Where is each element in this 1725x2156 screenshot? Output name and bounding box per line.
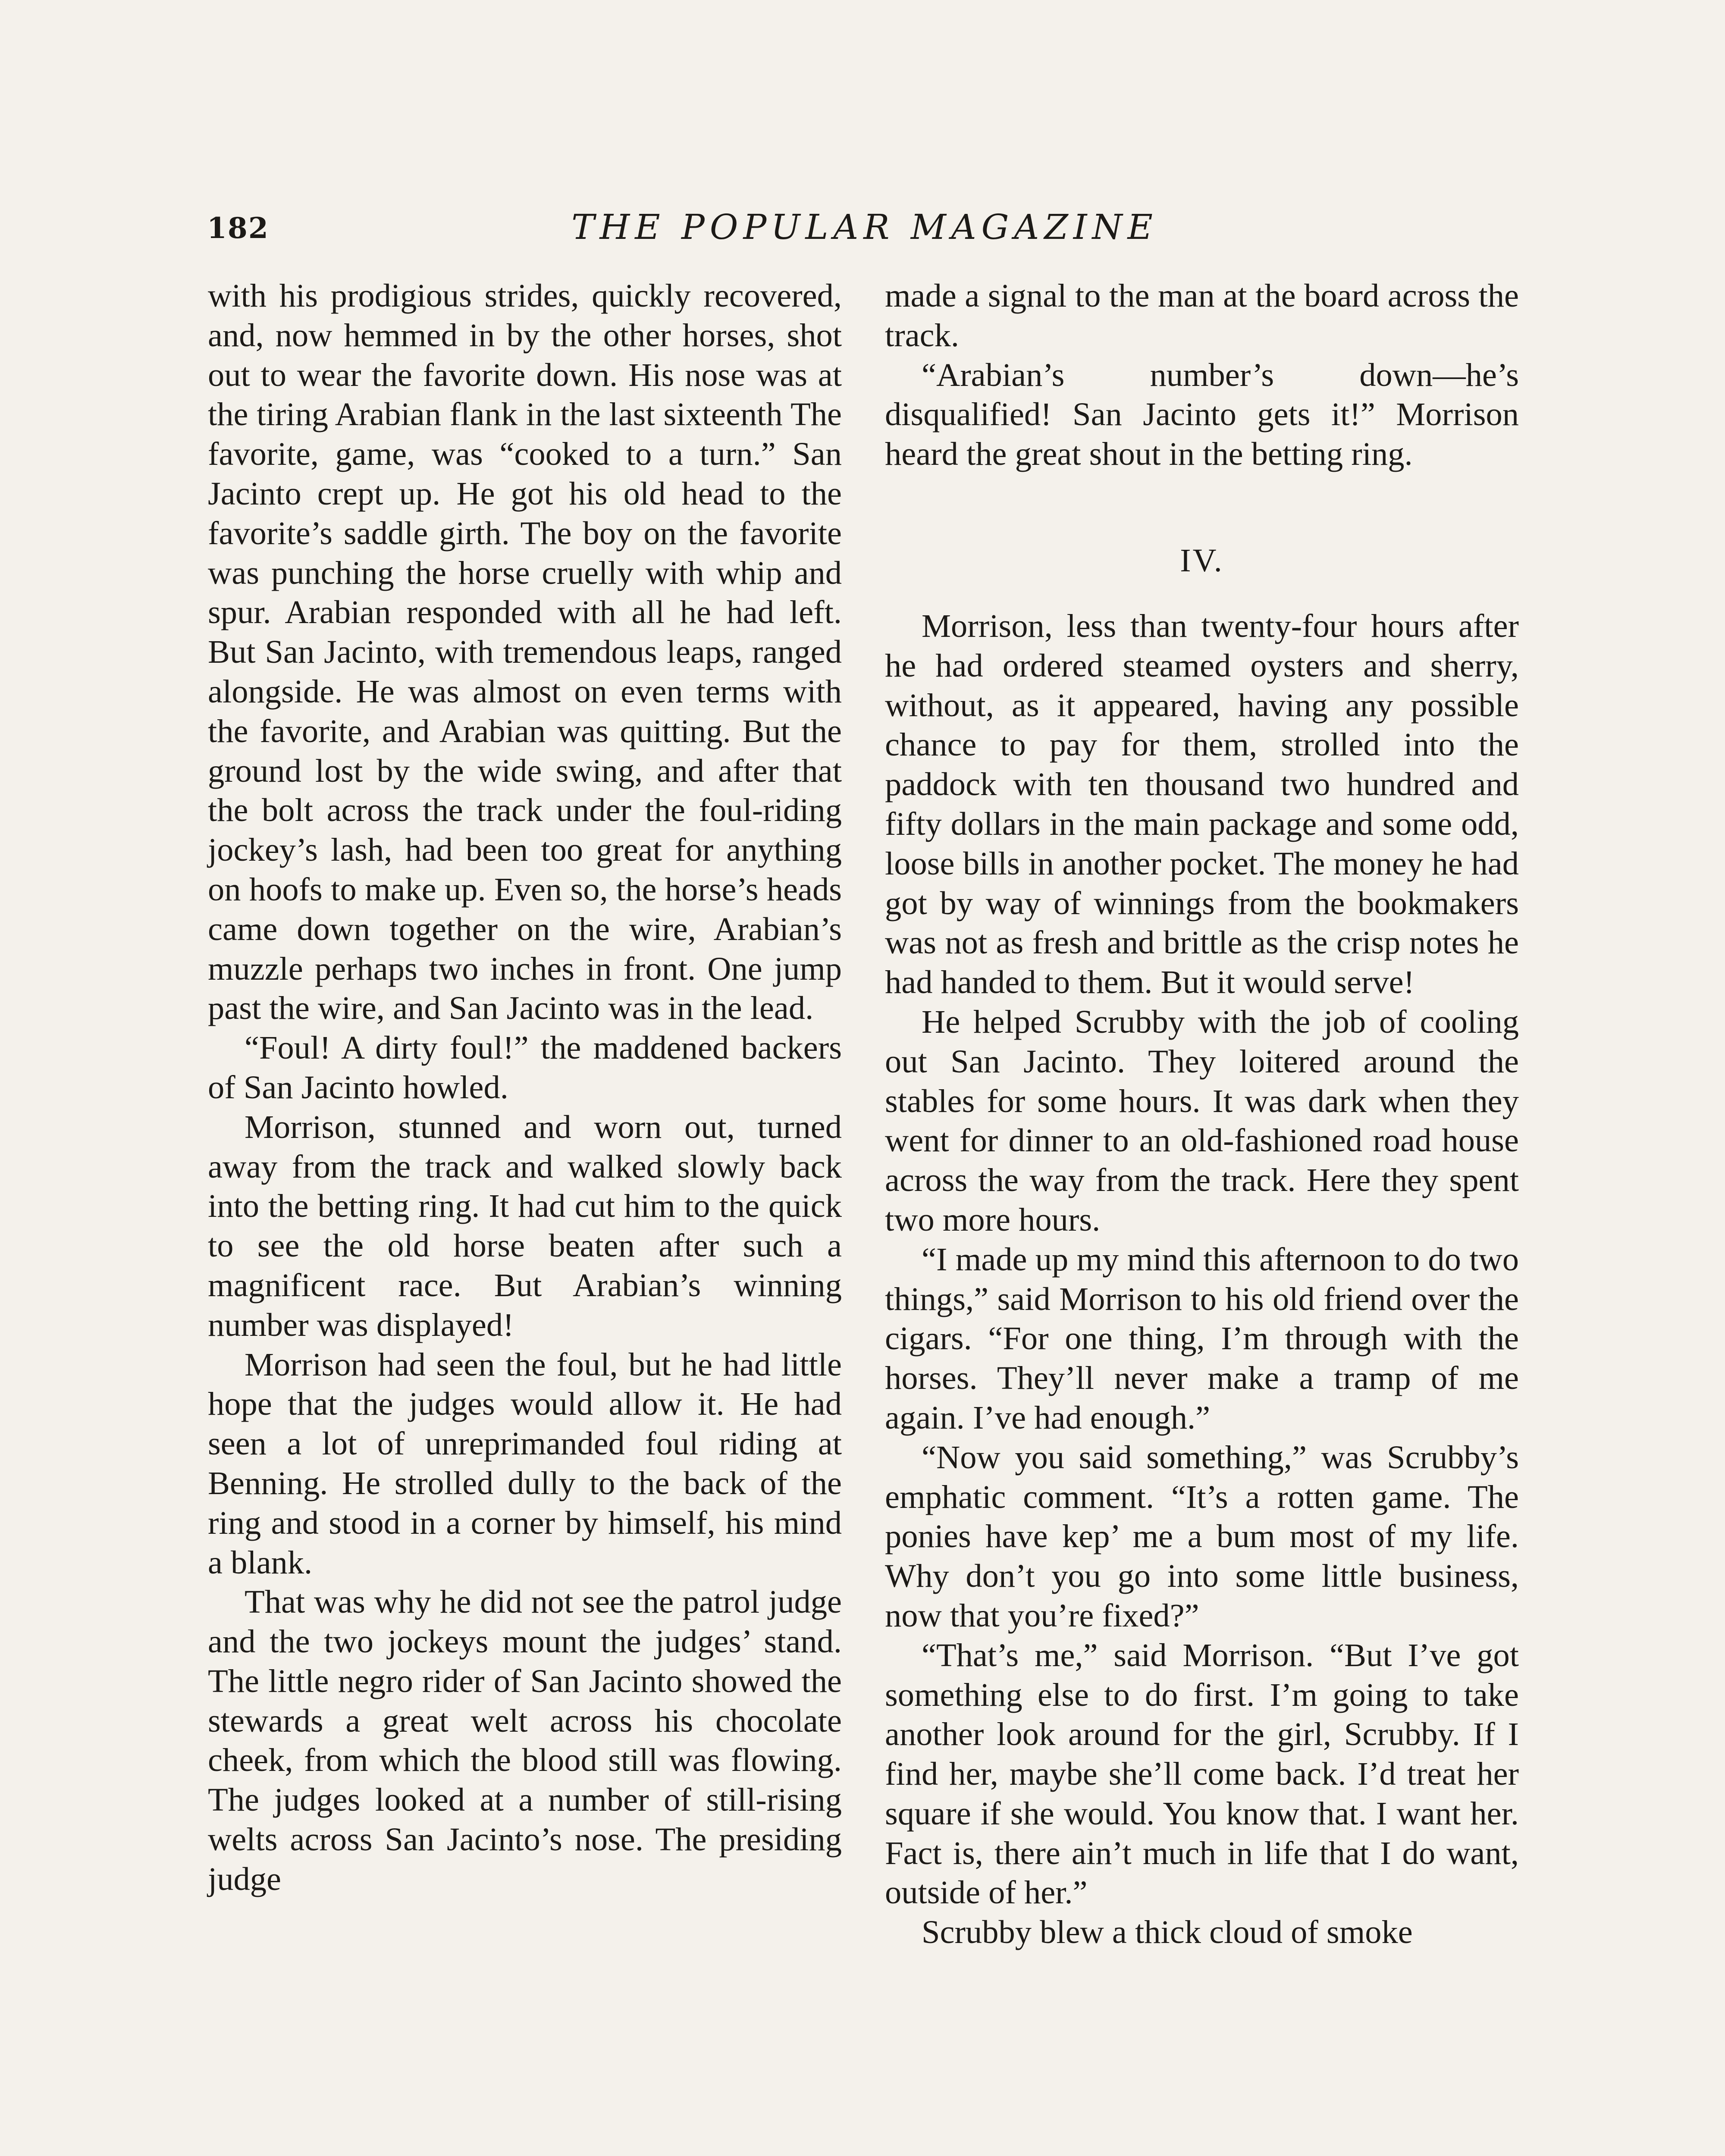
paragraph: Scrubby blew a thick cloud of smoke [922,1914,1413,1951]
paragraph: That was why he did not see the patrol judge and the two jockeys mount the judges’ stand. The little negro rider of San Jacinto showed the stewards a great welt across his chocolate cheek, from which the blood still was flowing. The judges looked at a number of still-rising welts across San Jacinto’s nose. The presiding judge [208,1583,842,1897]
paragraph: Morrison, less than twenty-four hours after he had ordered steamed oysters and sherry, without, as it appeared, having any possible chance to pay for them, strolled into the paddock with ten thousand two hundred and fifty dollars in the main package and some odd, loose bills in another pocket. The money he had got by way of winnings from the bookmakers was not as fresh and brittle as the crisp notes he had handed to them. But it would serve! [885,607,1519,1001]
paragraph: “I made up my mind this afternoon to do two things,” said Morrison to his old friend over the cigars. “For one thing, I’m through with the horses. They’ll never make a tramp of me again. I’ve had enough.” [885,1241,1519,1436]
paragraph: “That’s me,” said Morrison. “But I’ve got something else to do first. I’m going to take another look around for the girl, Scrubby. If I find her, maybe she’ll come back. I’d treat her square if she would. You know that. I want her. Fact is, there ain’t much in life that I do want, outside of her.” [885,1636,1519,1911]
section-heading: IV. [1180,542,1224,579]
paragraph: with his prodigious strides, quickly recovered, and, now hemmed in by the other horses, shot out to wear the favorite down. His nose was at the tiring Arabian flank in the last sixteenth The favorite, game, was “cooked to a turn.” San Jacinto crept up. He got his old head to the favorite’s saddle girth. The boy on the favorite was punching the horse cruelly with whip and spur. Arabian responded with all he had left. But San Jacinto, with tremendous leaps, ranged alongside. He was almost on even terms with the favorite, and Arabian was quitting. But the ground lost by the wide swing, and after that the bolt across the track under the foul-riding jockey’s lash, had been too great for anything on hoofs to make up. Even so, the horse’s heads came down together on the wire, Arabian’s muzzle perhaps two inches in front. One jump past the wire, and San Jacinto was in the lead. [208,277,842,1027]
paragraph: Morrison, stunned and worn out, turned away from the track and walked slowly back into the betting ring. It had cut him to the quick to see the old horse beaten after such a magnificent race. But Arabian’s winning number was displayed! [208,1108,842,1343]
paragraph: “Now you said something,” was Scrubby’s emphatic comment. “It’s a rotten game. The ponies have kep’ me a bum most of my life. Why don’t you go into some little business, now that you’re fixed?” [885,1438,1519,1634]
running-title: THE POPULAR MAGAZINE [571,207,1158,247]
paragraph: made a signal to the man at the board across the track. [885,277,1519,354]
right-column [885,276,1519,1952]
paragraph: He helped Scrubby with the job of cooling out San Jacinto. They loitered around the stables for some hours. It was dark when they went for dinner to an old-fashioned road house across the way from the track. Here they spent two more hours. [885,1003,1519,1238]
page-number: 182 [207,211,269,245]
page-header [207,207,1522,254]
left-column [208,276,842,1899]
paragraph: “Arabian’s number’s down—he’s disqualified! San Jacinto gets it!” Morrison heard the great shout in the betting ring. [885,356,1519,473]
paragraph: Morrison had seen the foul, but he had little hope that the judges would allow it. He had seen a lot of unreprimanded foul riding at Benning. He strolled dully to the back of the ring and stood in a corner by himself, his mind a blank. [208,1346,842,1581]
paragraph: “Foul! A dirty foul!” the maddened backers of San Jacinto howled. [208,1029,842,1106]
